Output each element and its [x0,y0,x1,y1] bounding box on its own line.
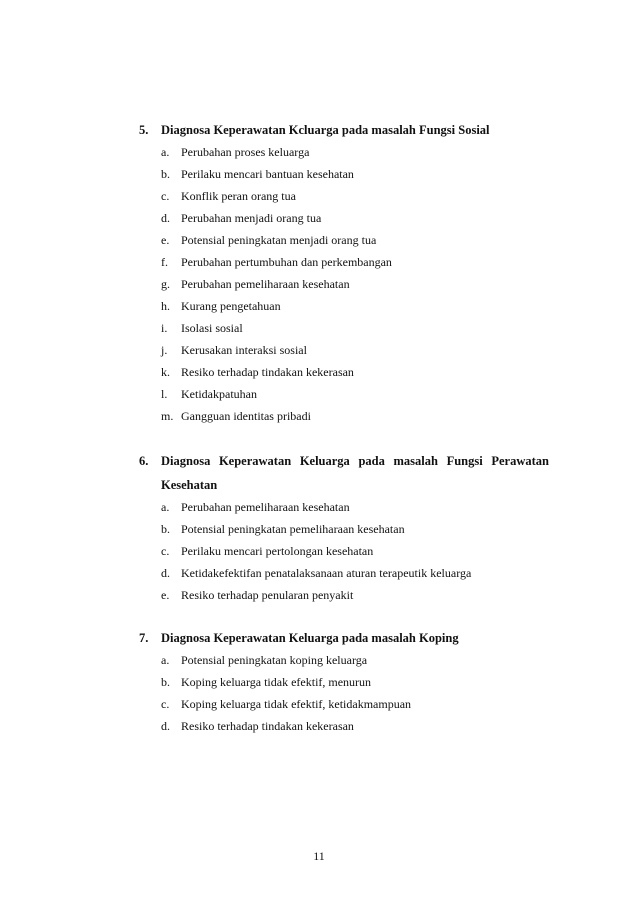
item-letter: h. [161,299,170,313]
item-letter: d. [161,566,170,580]
item-letter: k. [161,365,170,379]
list-item [161,408,549,424]
item-letter: d. [161,211,170,225]
item-list [139,144,549,424]
item-letter: d. [161,719,170,733]
section-7 [139,630,549,734]
item-text: Resiko terhadap tindakan kekerasan [181,719,354,733]
item-text: Ketidakpatuhan [181,387,257,401]
item-text: Potensial peningkatan pemeliharaan kesehatan [181,522,405,536]
section-6 [139,453,549,603]
item-text: Resiko terhadap tindakan kekerasan [181,365,354,379]
item-letter: g. [161,277,170,291]
item-letter: a. [161,500,170,514]
list-item [161,342,549,358]
item-text: Kerusakan interaksi sosial [181,343,307,357]
item-letter: e. [161,233,170,247]
section-heading [139,122,549,138]
item-list [139,499,549,603]
section-title: Diagnosa Keperawatan Keluarga pada masalah Koping [161,631,459,645]
item-text: Ketidakefektifan penatalaksanaan aturan terapeutik keluarga [181,566,472,580]
item-text: Perubahan pemeliharaan kesehatan [181,500,350,514]
item-text: Perubahan pemeliharaan kesehatan [181,277,350,291]
list-item [161,166,549,182]
item-letter: a. [161,145,170,159]
section-title: Diagnosa Keperawatan Keluarga pada masalah Fungsi Perawatan [161,454,549,468]
section-title: Diagnosa Keperawatan Kcluarga pada masalah Fungsi Sosial [161,123,490,137]
item-text: Gangguan identitas pribadi [181,409,311,423]
section-number: 6. [139,454,149,468]
item-text: Koping keluarga tidak efektif, menurun [181,675,372,689]
list-item [161,587,549,603]
list-item [161,499,549,515]
list-item [161,696,549,712]
item-letter: c. [161,544,170,558]
item-text: Koping keluarga tidak efektif, ketidakmampuan [181,697,412,711]
section-title-continuation: Kesehatan [161,478,218,492]
item-letter: b. [161,522,170,536]
item-letter: c. [161,697,170,711]
item-letter: b. [161,675,170,689]
section-5 [139,122,549,424]
item-text: Konflik peran orang tua [181,189,296,203]
item-text: Resiko terhadap penularan penyakit [181,588,354,602]
item-letter: c. [161,189,170,203]
item-text: Potensial peningkatan koping keluarga [181,653,368,667]
list-item [161,298,549,314]
list-item [161,674,549,690]
item-text: Isolasi sosial [181,321,243,335]
item-letter: j. [161,343,168,357]
item-list [139,652,549,734]
item-letter: m. [161,409,174,423]
item-letter: e. [161,588,170,602]
list-item [161,210,549,226]
list-item [161,232,549,248]
item-text: Perubahan proses keluarga [181,145,310,159]
item-text: Perubahan pertumbuhan dan perkembangan [181,255,392,269]
item-letter: b. [161,167,170,181]
list-item [161,144,549,160]
list-item [161,521,549,537]
item-letter: a. [161,653,170,667]
item-text: Perilaku mencari bantuan kesehatan [181,167,354,181]
list-item [161,652,549,668]
list-item [161,718,549,734]
list-item [161,188,549,204]
list-item [161,320,549,336]
item-text: Perubahan menjadi orang tua [181,211,322,225]
item-text: Perilaku mencari pertolongan kesehatan [181,544,374,558]
list-item [161,364,549,380]
section-heading [139,630,549,646]
section-heading [139,453,549,469]
section-number: 7. [139,631,149,645]
list-item [161,565,549,581]
item-text: Potensial peningkatan menjadi orang tua [181,233,377,247]
page-number: 11 [313,849,325,863]
list-item [161,386,549,402]
item-letter: f. [161,255,168,269]
item-text: Kurang pengetahuan [181,299,281,313]
list-item [161,254,549,270]
list-item [161,543,549,559]
section-number: 5. [139,123,149,137]
item-letter: i. [161,321,168,335]
item-letter: l. [161,387,168,401]
list-item [161,276,549,292]
